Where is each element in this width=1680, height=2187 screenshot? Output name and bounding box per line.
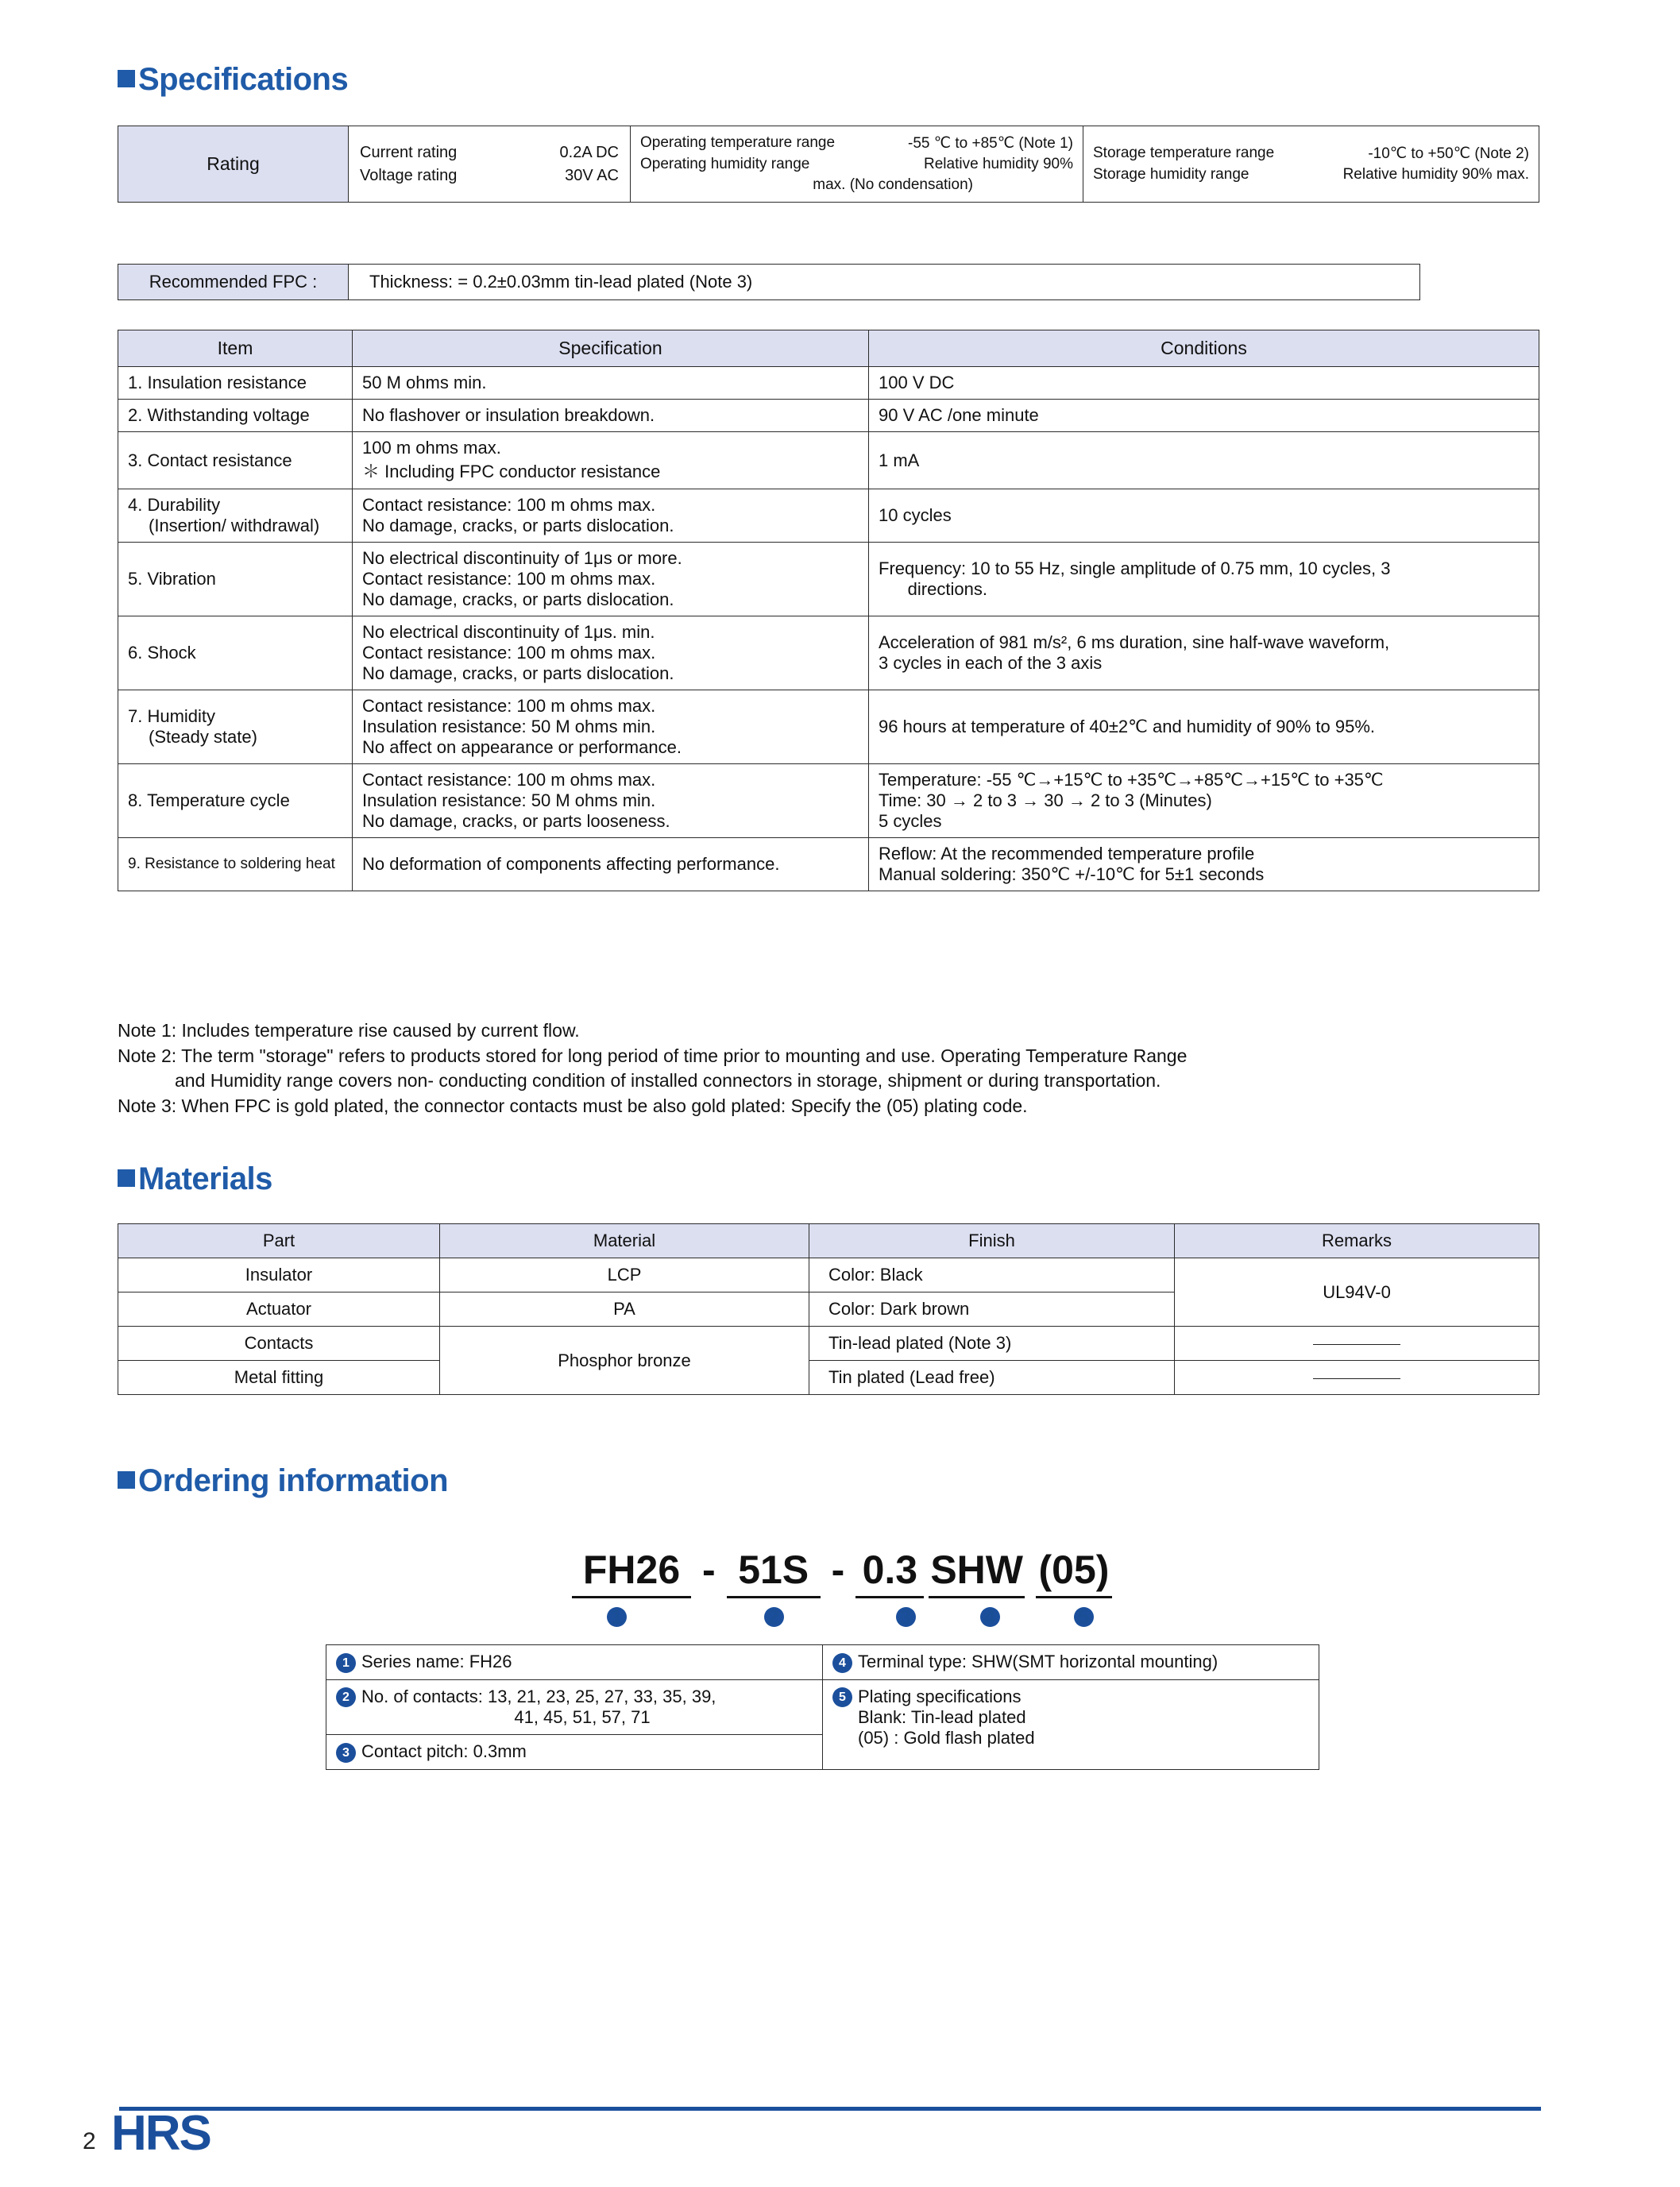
spec-item-line: (Insertion/ withdrawal): [149, 516, 320, 535]
spec-line: No flashover or insulation breakdown.: [362, 405, 655, 425]
spec-item: [118, 489, 353, 543]
circled-number-3-icon: 3: [336, 1743, 356, 1763]
cond-line: 5 cycles: [879, 811, 942, 831]
spec-specification: [353, 764, 869, 838]
cond-line: 100 V DC: [879, 373, 955, 392]
spec-condition: [869, 367, 1539, 400]
code-bullet-2: [727, 1603, 821, 1628]
operating-humidity-label: Operating humidity range: [640, 156, 810, 172]
dash-line-icon: [1313, 1378, 1400, 1379]
spec-specification: [353, 616, 869, 690]
specifications-heading: [118, 62, 348, 98]
rating-label: Rating: [207, 153, 260, 174]
spec-line: No electrical discontinuity of 1μs. min.: [362, 622, 655, 642]
spec-item: [118, 690, 353, 764]
spec-line: Insulation resistance: 50 M ohms min.: [362, 717, 656, 736]
table-row: [326, 1645, 1319, 1680]
spec-item: 3. Contact resistance: [118, 432, 353, 489]
spec-line: No deformation of components affecting performance.: [362, 854, 780, 874]
spec-item: 5. Vibration: [118, 543, 353, 616]
spec-line: Contact resistance: 100 m ohms max.: [362, 696, 656, 716]
spec-condition: [869, 690, 1539, 764]
spec-item-line: 4. Durability: [128, 495, 221, 515]
materials-heading-text: Materials: [138, 1161, 272, 1196]
legend-item-5-text: Plating specifications: [858, 1686, 1022, 1706]
legend-item-5-text-3: (05) : Gold flash plated: [858, 1728, 1035, 1748]
square-bullet-icon: [118, 1169, 135, 1187]
note-3: Note 3: When FPC is gold plated, the connector contacts must be also gold plated: Specify the (05) plating code.: [118, 1095, 1028, 1117]
circled-number-1-icon: 1: [336, 1653, 356, 1673]
code-bullet-3: [871, 1603, 940, 1628]
storage-humidity-value: Relative humidity 90% max.: [1342, 166, 1529, 183]
spec-condition: [869, 489, 1539, 543]
code-dash-2: -: [831, 1548, 845, 1592]
ordering-heading-text: Ordering information: [138, 1463, 448, 1498]
ordering-legend-table: [326, 1644, 1319, 1770]
spec-specification: [353, 489, 869, 543]
spec-condition: [869, 400, 1539, 432]
hrs-logo: [111, 2105, 210, 2162]
spec-condition: [869, 432, 1539, 489]
spec-condition: [869, 764, 1539, 838]
rating-values-cell: [349, 126, 631, 203]
circled-number-1-icon: 1: [607, 1607, 627, 1627]
material-finish: Tin plated (Lead free): [809, 1361, 1175, 1395]
code-bullet-row: [334, 1603, 1350, 1628]
spec-line: Contact resistance: 100 m ohms max.: [362, 569, 656, 589]
code-plating: (05): [1036, 1547, 1112, 1598]
spec-line: 100 m ohms max.: [362, 438, 501, 458]
col-header-material: Material: [440, 1224, 809, 1258]
voltage-rating-value: 30V AC: [565, 166, 619, 184]
recommended-fpc-value: Thickness: = 0.2±0.03mm tin-lead plated (Note 3): [349, 265, 1420, 300]
spec-specification: [353, 432, 869, 489]
ordering-heading: [118, 1463, 448, 1499]
circled-number-5-icon: 5: [1074, 1607, 1094, 1627]
table-row: [118, 265, 1420, 300]
current-rating-label: Current rating: [360, 143, 458, 161]
spec-line: Contact resistance: 100 m ohms max.: [362, 643, 656, 663]
spec-specification: [353, 690, 869, 764]
circled-number-4-icon: 4: [832, 1653, 852, 1673]
spec-item-line: 7. Humidity: [128, 706, 216, 726]
cond-line: Temperature: -55 ℃→+15℃ to +35℃→+85℃→+15℃ to +35℃: [879, 770, 1384, 790]
spec-line: No damage, cracks, or parts looseness.: [362, 811, 670, 831]
notes-block: [118, 1018, 1555, 1119]
col-header-remarks: Remarks: [1175, 1224, 1539, 1258]
storage-temp-label: Storage temperature range: [1093, 145, 1275, 161]
circled-number-2-icon: 2: [764, 1607, 784, 1627]
table-row: [118, 1327, 1539, 1361]
spec-item: 8. Temperature cycle: [118, 764, 353, 838]
spec-line: No damage, cracks, or parts dislocation.: [362, 516, 674, 535]
storage-cell: [1083, 126, 1539, 203]
legend-item-1-text: Series name: FH26: [361, 1652, 512, 1671]
table-row: [118, 1361, 1539, 1395]
note-2-continuation: and Humidity range covers non- conducting condition of installed connectors in storage, shipment or during transportation.: [175, 1070, 1161, 1092]
spec-item: 9. Resistance to soldering heat: [118, 838, 353, 891]
table-header-row: [118, 1224, 1539, 1258]
legend-item-2-text: No. of contacts: 13, 21, 23, 25, 27, 33, 35, 39,: [361, 1686, 716, 1706]
hrs-logo-text: HRS: [111, 2106, 210, 2161]
table-row: [118, 400, 1539, 432]
table-row: [118, 367, 1539, 400]
recommended-fpc-label: Recommended FPC :: [118, 265, 349, 300]
spec-item: 6. Shock: [118, 616, 353, 690]
col-header-specification: Specification: [353, 330, 869, 367]
material-part: Contacts: [118, 1327, 440, 1361]
note-2: [118, 1044, 1555, 1094]
material-part: Metal fitting: [118, 1361, 440, 1395]
cond-line: Time: 30 → 2 to 3 → 30 → 2 to 3 (Minutes): [879, 790, 1212, 810]
spec-line: No electrical discontinuity of 1μs or more.: [362, 548, 682, 568]
material-material: LCP: [440, 1258, 809, 1292]
legend-item-4-text: Terminal type: SHW(SMT horizontal mounting): [858, 1652, 1218, 1671]
specifications-heading-text: Specifications: [138, 62, 349, 97]
circled-number-2-icon: 2: [336, 1687, 356, 1707]
table-row: [118, 489, 1539, 543]
current-rating-value: 0.2A DC: [559, 143, 619, 161]
note-2-text: Note 2: The term "storage" refers to products stored for long period of time prior to mounting and use. Operating Temperature Range: [118, 1045, 1188, 1066]
page-number: 2: [83, 2128, 96, 2154]
square-bullet-icon: [118, 70, 135, 87]
circled-number-5-icon: 5: [832, 1687, 852, 1707]
circled-number-3-icon: 3: [896, 1607, 916, 1627]
spec-specification: [353, 367, 869, 400]
cond-line: directions.: [879, 579, 987, 599]
specifications-table: [118, 330, 1539, 891]
recommended-fpc-table: [118, 264, 1420, 300]
materials-table: [118, 1223, 1539, 1395]
material-part: Actuator: [118, 1292, 440, 1327]
spec-line: Insulation resistance: 50 M ohms min.: [362, 790, 656, 810]
rating-table: [118, 126, 1539, 203]
ordering-code-block: [334, 1529, 1350, 1628]
table-row: [118, 1258, 1539, 1292]
storage-temp-value: -10℃ to +50℃ (Note 2): [1368, 145, 1529, 162]
code-series: FH26: [572, 1547, 691, 1598]
cond-line: 90 V AC /one minute: [879, 405, 1039, 425]
cond-line: 10 cycles: [879, 505, 952, 525]
spec-specification: [353, 543, 869, 616]
legend-item-2: [326, 1679, 823, 1735]
dash-line-icon: [1313, 1344, 1400, 1345]
code-bullet-5: [1040, 1603, 1127, 1628]
storage-humidity-label: Storage humidity range: [1093, 166, 1249, 183]
note-1: Note 1: Includes temperature rise caused by current flow.: [118, 1020, 580, 1041]
material-remarks: [1175, 1327, 1539, 1361]
cond-line: Manual soldering: 350℃ +/-10℃ for 5±1 seconds: [879, 864, 1265, 884]
material-finish: Tin-lead plated (Note 3): [809, 1327, 1175, 1361]
material-part: Insulator: [118, 1258, 440, 1292]
spec-condition: [869, 838, 1539, 891]
spec-item: 1. Insulation resistance: [118, 367, 353, 400]
spec-line: 50 M ohms min.: [362, 373, 487, 392]
material-remarks: [1175, 1361, 1539, 1395]
cond-line: Frequency: 10 to 55 Hz, single amplitude of 0.75 mm, 10 cycles, 3: [879, 558, 1391, 578]
table-row: [118, 764, 1539, 838]
spec-condition: [869, 616, 1539, 690]
spec-line: Contact resistance: 100 m ohms max.: [362, 770, 656, 790]
operating-temp-value: -55 ℃ to +85℃ (Note 1): [908, 135, 1073, 152]
spec-specification: [353, 838, 869, 891]
legend-item-1: [326, 1645, 823, 1680]
rating-label-cell: [118, 126, 349, 203]
operating-humidity-value-2: max. (No condensation): [813, 176, 973, 193]
cond-line: 3 cycles in each of the 3 axis: [879, 653, 1103, 673]
operating-humidity-value: Relative humidity 90%: [924, 156, 1073, 172]
square-bullet-icon: [118, 1471, 135, 1489]
table-row: [326, 1679, 1319, 1735]
code-contacts: 51S: [727, 1547, 821, 1598]
legend-item-2-text-2: 41, 45, 51, 57, 71: [514, 1707, 651, 1728]
voltage-rating-label: Voltage rating: [360, 166, 458, 184]
spec-line: No damage, cracks, or parts dislocation.: [362, 589, 674, 609]
legend-item-5: [823, 1679, 1319, 1769]
cond-line: Reflow: At the recommended temperature profile: [879, 844, 1255, 864]
code-pitch: 0.3: [855, 1547, 924, 1598]
spec-line: Contact resistance: 100 m ohms max.: [362, 495, 656, 515]
cond-line: Acceleration of 981 m/s², 6 ms duration, sine half-wave waveform,: [879, 632, 1390, 652]
material-remarks: UL94V-0: [1175, 1258, 1539, 1327]
code-bullet-1: [557, 1603, 676, 1628]
operating-temp-label: Operating temperature range: [640, 134, 836, 151]
material-finish: Color: Dark brown: [809, 1292, 1175, 1327]
operating-cell: [631, 126, 1083, 203]
table-row: [118, 616, 1539, 690]
spec-item: 2. Withstanding voltage: [118, 400, 353, 432]
table-row: [118, 690, 1539, 764]
spec-line: No affect on appearance or performance.: [362, 737, 682, 757]
cond-line: 1 mA: [879, 450, 920, 470]
spec-line: ＊ Including FPC conductor resistance: [362, 462, 661, 481]
spec-condition: [869, 543, 1539, 616]
spec-specification: [353, 400, 869, 432]
material-material: Phosphor bronze: [440, 1327, 809, 1395]
table-row: [118, 126, 1539, 203]
circled-number-4-icon: 4: [980, 1607, 1000, 1627]
code-dash-1: -: [702, 1548, 716, 1592]
material-material: PA: [440, 1292, 809, 1327]
legend-item-5-text-2: Blank: Tin-lead plated: [858, 1707, 1026, 1728]
materials-heading: [118, 1161, 272, 1197]
col-header-conditions: Conditions: [869, 330, 1539, 367]
spec-item-line: (Steady state): [149, 727, 257, 747]
footer-rule: [119, 2107, 1541, 2111]
col-header-item: Item: [118, 330, 353, 367]
code-bullet-4: [940, 1603, 1040, 1628]
legend-item-3: [326, 1735, 823, 1770]
col-header-part: Part: [118, 1224, 440, 1258]
part-number-code: [334, 1547, 1350, 1598]
spec-line: No damage, cracks, or parts dislocation.: [362, 663, 674, 683]
legend-item-3-text: Contact pitch: 0.3mm: [361, 1741, 527, 1762]
code-terminal: SHW: [929, 1547, 1025, 1598]
table-row: [118, 432, 1539, 489]
table-row: [118, 543, 1539, 616]
table-row: [118, 838, 1539, 891]
col-header-finish: Finish: [809, 1224, 1175, 1258]
table-header-row: [118, 330, 1539, 367]
legend-item-4: [823, 1645, 1319, 1680]
material-finish: Color: Black: [809, 1258, 1175, 1292]
cond-line: 96 hours at temperature of 40±2℃ and humidity of 90% to 95%.: [879, 717, 1376, 736]
